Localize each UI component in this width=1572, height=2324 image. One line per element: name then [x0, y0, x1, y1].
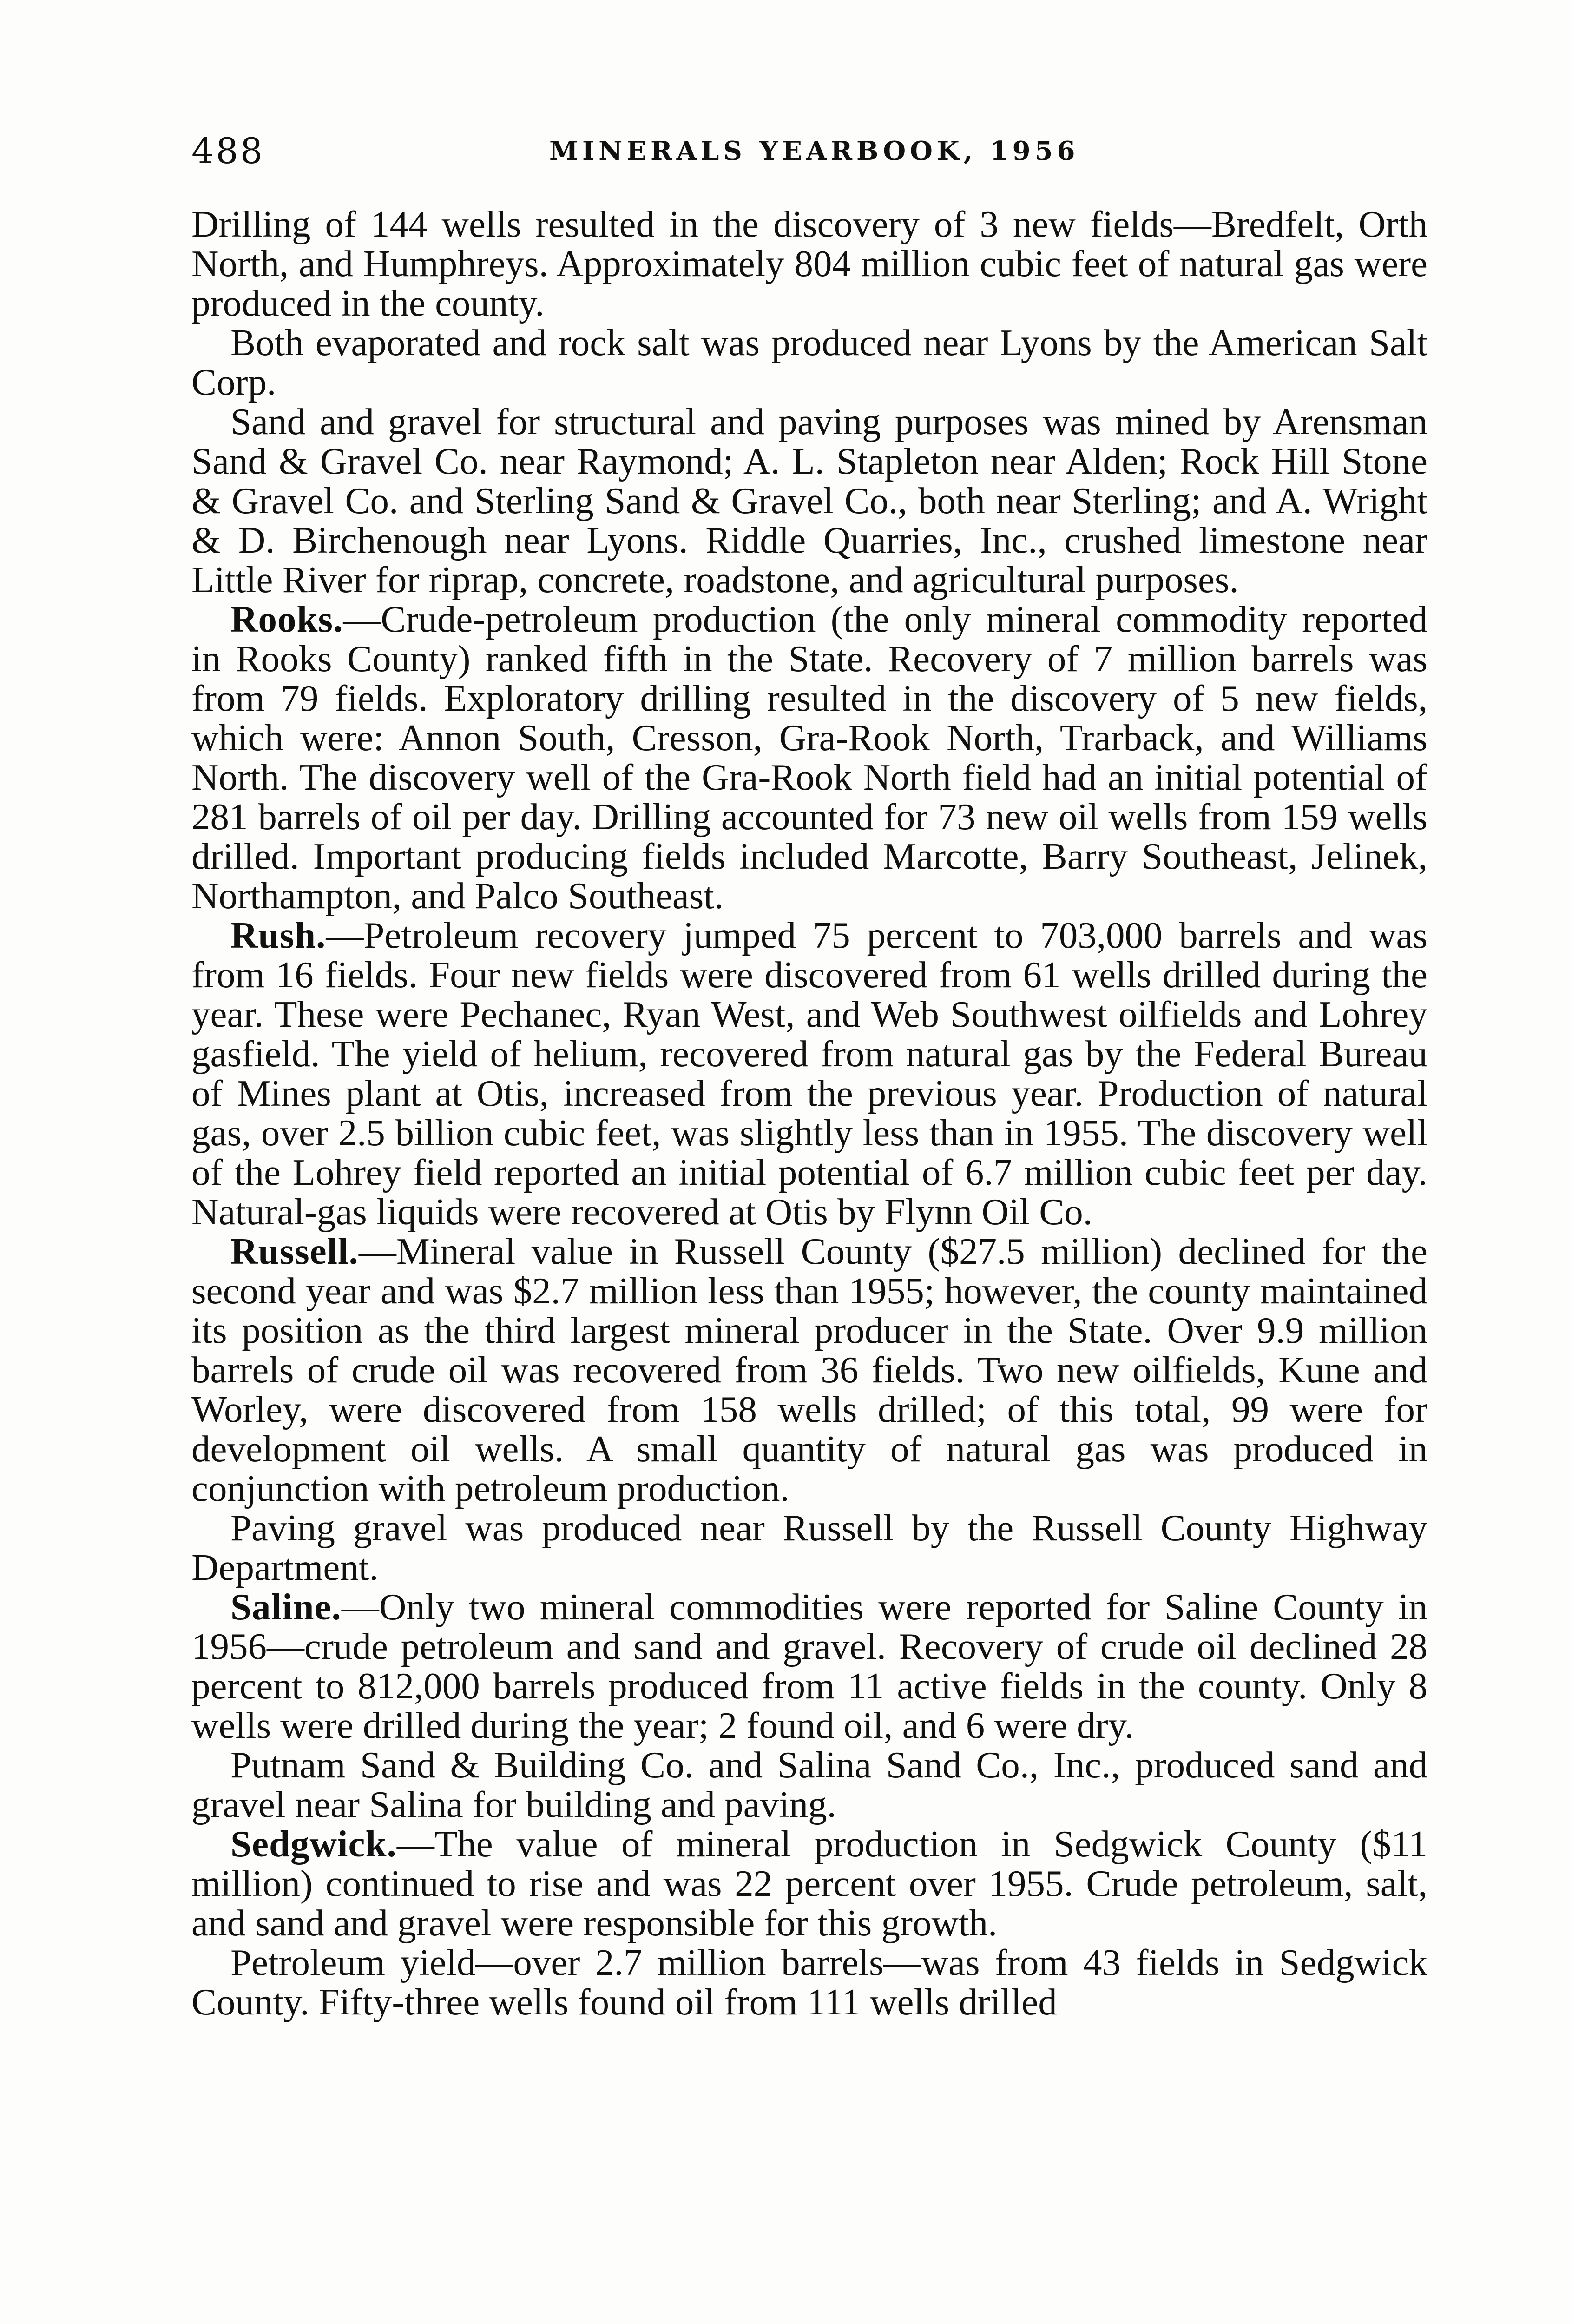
county-heading: Rush. [230, 914, 326, 956]
paragraph-rooks [191, 600, 1427, 916]
paragraph-sedgwick [191, 1824, 1427, 1943]
paragraph: Petroleum yield—over 2.7 million barrels—was from 43 fields in Sedgwick County. Fifty-three wells found oil from 111 wells drilled [191, 1941, 1427, 2023]
paragraph-text: —The value of mineral production in Sedgwick County ($11 million) continued to rise and was 22 percent over 1955. Crude petroleum, salt, and sand and gravel were responsible for this growth. [191, 1823, 1427, 1944]
paragraph-text: —Only two mineral commodities were reported for Saline County in 1956—crude petroleum and sand and gravel. Recovery of crude oil declined 28 percent to 812,000 barrels produced from 11 active fields in the county. Only 8 wells were drilled during the year; 2 found oil, and 6 were dry. [191, 1586, 1427, 1746]
page-header [191, 130, 1427, 181]
paragraph: Sand and gravel for structural and paving purposes was mined by Arensman Sand & Gravel Co. near Raymond; A. L. Stapleton near Alden; Rock Hill Stone & Gravel Co. and Sterling Sand & Gravel Co., both near Sterling; and A. Wright & D. Birchenough near Lyons. Riddle Quarries, Inc., crushed limestone near Little River for riprap, concrete, roadstone, and agricultural purposes. [191, 401, 1427, 601]
county-heading: Sedgwick. [230, 1823, 397, 1865]
paragraph-text: —Mineral value in Russell County ($27.5 million) declined for the second year and was $2.7 million less than 1955; however, the county maintained its position as the third largest mineral producer in the State. Over 9.9 million barrels of crude oil was recovered from 36 fields. Two new oilfields, Kune and Worley, were discovered from 158 wells drilled; of this total, 99 were for development oil wells. A small quantity of natural gas was produced in conjunction with petroleum production. [191, 1230, 1427, 1509]
paragraph-saline [191, 1587, 1427, 1745]
paragraph: Putnam Sand & Building Co. and Salina Sand Co., Inc., produced sand and gravel near Salina for building and paving. [191, 1744, 1427, 1825]
county-heading: Rooks. [230, 598, 343, 640]
paragraph-russell [191, 1232, 1427, 1508]
paragraph: Both evaporated and rock salt was produced near Lyons by the American Salt Corp. [191, 322, 1427, 403]
running-head: MINERALS YEARBOOK, 1956 [549, 136, 1079, 166]
paragraph: Paving gravel was produced near Russell by the Russell County Highway Department. [191, 1507, 1427, 1588]
paragraph-text: —Crude-petroleum production (the only mineral commodity reported in Rooks County) ranked fifth in the State. Recovery of 7 million barrels was from 79 fields. Exploratory drilling resulted in the discovery of 5 new fields, which were: Annon South, Cresson, Gra-Rook North, Trarback, and Williams North. The discovery well of the Gra-Rook North field had an initial potential of 281 barrels of oil per day. Drilling accounted for 73 new oil wells from 159 wells drilled. Important producing fields included Marcotte, Barry Southeast, Jelinek, Northampton, and Palco Southeast. [191, 598, 1427, 917]
county-heading: Russell. [230, 1230, 359, 1272]
paragraph-rush [191, 916, 1427, 1232]
paragraph-text: —Petroleum recovery jumped 75 percent to 703,000 barrels and was from 16 fields. Four new fields were discovered from 61 wells drilled during the year. These were Pechanec, Ryan West, and Web Southwest oilfields and Lohrey gasfield. The yield of helium, recovered from natural gas by the Federal Bureau of Mines plant at Otis, increased from the previous year. Production of natural gas, over 2.5 billion cubic feet, was slightly less than in 1955. The discovery well of the Lohrey field reported an initial potential of 6.7 million cubic feet per day. Natural-gas liquids were recovered at Otis by Flynn Oil Co. [191, 914, 1427, 1233]
county-heading: Saline. [230, 1586, 342, 1628]
page-number: 488 [191, 130, 265, 172]
paragraph: Drilling of 144 wells resulted in the discovery of 3 new fields—Bredfelt, Orth North, and Humphreys. Approximately 804 million cubic feet of natural gas were produced in the county. [191, 203, 1427, 324]
body-text [191, 205, 1427, 2022]
